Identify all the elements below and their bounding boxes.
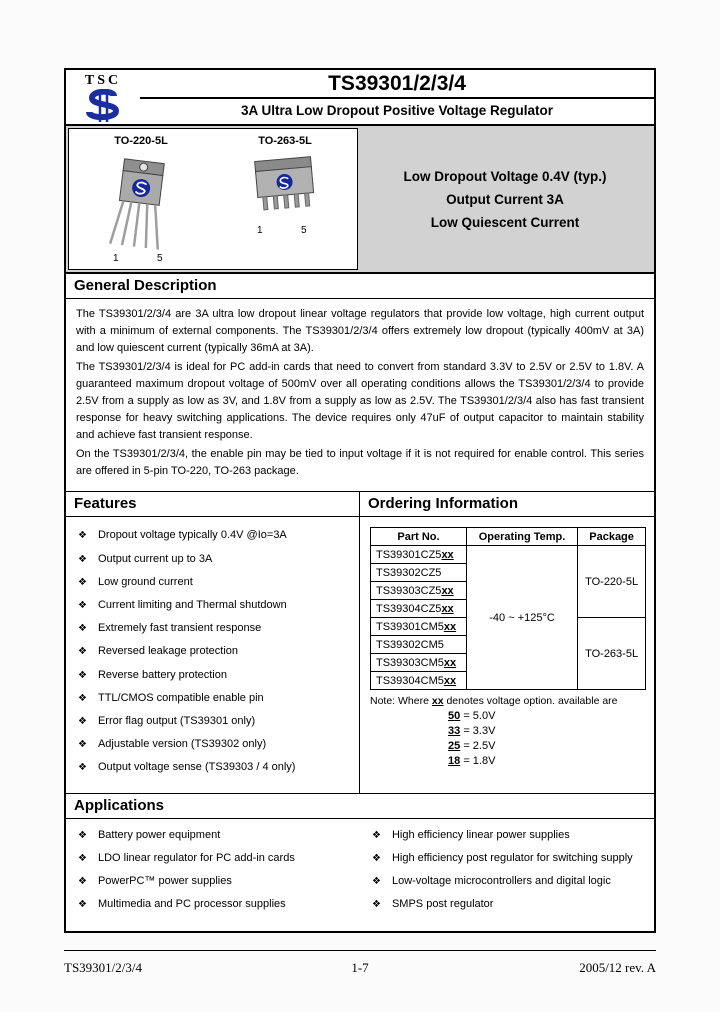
- footer-part-number: TS39301/2/3/4: [64, 960, 143, 975]
- header: [66, 70, 654, 126]
- list-item: [78, 692, 353, 705]
- list-item: [78, 645, 353, 658]
- diamond-bullet-icon: ❖: [78, 829, 87, 841]
- part-number-cell: TS39301CZ5xx: [371, 546, 467, 564]
- table-header-row: [371, 528, 646, 546]
- column-header-temp: Operating Temp.: [466, 528, 577, 546]
- features-ordering-body: [66, 517, 654, 793]
- list-item: [78, 599, 353, 612]
- list-item: [78, 761, 353, 774]
- highlight-dropout: Low Dropout Voltage 0.4V (typ.): [403, 168, 607, 184]
- voltage-option: 50 = 5.0V: [448, 710, 496, 723]
- feature-text: Output current up to 3A: [97, 552, 213, 565]
- description-paragraph: The TS39301/2/3/4 are 3A ultra low dropout linear voltage regulators that provide low voltage, high current output with a minimum of external components. The TS39301/2/3/4 offers extremely low dropout (typically 400mV at 3A) and low quiescent current (typically 36mA at 3A).: [76, 308, 644, 355]
- xx-token: xx: [431, 695, 444, 708]
- footer-page-number: 1-7: [351, 960, 369, 975]
- voltage-option-suffix: xx: [443, 620, 457, 633]
- diamond-bullet-icon: ❖: [78, 600, 87, 612]
- diamond-bullet-icon: ❖: [78, 899, 87, 911]
- list-item: [78, 553, 353, 566]
- footer-revision: 2005/12 rev. A: [579, 960, 656, 975]
- general-description-section: [66, 274, 654, 492]
- package-to263: [235, 135, 335, 269]
- voltage-option-suffix: xx: [441, 584, 454, 597]
- description-paragraph: The TS39301/2/3/4 is ideal for PC add-in cards that need to convert from standard 3.3V to 2.5V or 2.5V to 1.8V. A guaranteed maximum dropout voltage of 500mV over all operating conditions allows the TS39301/2/3/4 to provide 2.5V from a supply as low as 3V, and 1.8V from a supply as low as 2.5V. The TS39301/2/3/4 also has fast transient response for heavy switching applications. The device requires only 47uF of output capacitor to maintain stability and achieve fast transient response.: [76, 361, 644, 442]
- part-number-cell: TS39303CM5xx: [371, 654, 467, 672]
- voltage-option: 18 = 1.8V: [448, 755, 496, 768]
- highlight-quiescent: Low Quiescent Current: [430, 214, 580, 230]
- list-item: [78, 738, 353, 751]
- pin-1-label: 1: [257, 225, 263, 236]
- diamond-bullet-icon: ❖: [372, 899, 381, 911]
- page-title: TS39301/2/3/4: [328, 72, 466, 95]
- tsc-logo-text: TSC: [84, 73, 122, 88]
- package-to220-label: TO-220-5L: [114, 135, 168, 147]
- application-text: High efficiency post regulator for switching supply: [391, 851, 633, 864]
- part-number-cell: TS39302CZ5: [371, 564, 467, 582]
- diamond-bullet-icon: ❖: [78, 715, 87, 727]
- part-number-cell: TS39304CM5xx: [371, 672, 467, 690]
- to263-pin-labels: [235, 225, 335, 238]
- diamond-bullet-icon: ❖: [78, 623, 87, 635]
- diamond-bullet-icon: ❖: [78, 553, 87, 565]
- list-item: [78, 898, 360, 911]
- page-footer: [64, 950, 656, 976]
- application-text: Low-voltage microcontrollers and digital logic: [391, 874, 611, 887]
- column-header-package: Package: [578, 528, 646, 546]
- diamond-bullet-icon: ❖: [78, 692, 87, 704]
- list-item: [78, 715, 353, 728]
- list-item: [372, 898, 654, 911]
- part-number-cell: TS39304CZ5xx: [371, 600, 467, 618]
- list-item: [372, 852, 654, 865]
- package-images-card: [68, 128, 358, 270]
- application-text: High efficiency linear power supplies: [391, 828, 570, 841]
- diamond-bullet-icon: ❖: [78, 875, 87, 887]
- list-item: [78, 852, 360, 865]
- to220-pin-labels: [91, 253, 191, 266]
- diamond-bullet-icon: ❖: [78, 646, 87, 658]
- diamond-bullet-icon: ❖: [78, 530, 87, 542]
- voltage-option-suffix: xx: [441, 548, 454, 561]
- feature-text: Error flag output (TS39301 only): [97, 714, 256, 727]
- applications-right-column: [360, 829, 654, 922]
- feature-text: Reverse battery protection: [97, 668, 227, 681]
- operating-temp-cell: -40 ~ +125°C: [466, 546, 577, 690]
- application-text: PowerPC™ power supplies: [97, 874, 232, 887]
- list-item: [78, 622, 353, 635]
- voltage-option-suffix: xx: [441, 602, 454, 615]
- tsc-logo: [66, 70, 140, 124]
- list-item: [78, 875, 360, 888]
- diamond-bullet-icon: ❖: [78, 576, 87, 588]
- applications-left-column: [66, 829, 360, 922]
- pin-5-label: 5: [157, 253, 163, 264]
- page-subtitle: 3A Ultra Low Dropout Positive Voltage Regulator: [140, 97, 654, 123]
- application-text: LDO linear regulator for PC add-in cards: [97, 851, 295, 864]
- table-row: [371, 546, 646, 564]
- applications-body: [66, 819, 654, 932]
- to-220-package-image: [91, 149, 191, 253]
- list-item: [78, 529, 353, 542]
- applications-heading: Applications: [66, 794, 654, 819]
- features-list: [66, 517, 360, 792]
- highlight-output-current: Output Current 3A: [446, 191, 564, 207]
- feature-text: Dropout voltage typically 0.4V @Io=3A: [97, 529, 287, 542]
- part-number-cell: TS39302CM5: [371, 636, 467, 654]
- features-heading: Features: [66, 492, 360, 516]
- part-number-cell: TS39301CM5xx: [371, 618, 467, 636]
- tsc-logo-icon: [80, 89, 126, 123]
- list-item: [78, 669, 353, 682]
- feature-text: Low ground current: [97, 575, 193, 588]
- application-text: Battery power equipment: [97, 828, 221, 841]
- application-text: SMPS post regulator: [391, 898, 494, 911]
- feature-text: Reversed leakage protection: [97, 645, 238, 658]
- diamond-bullet-icon: ❖: [78, 739, 87, 751]
- document-frame: [64, 68, 656, 933]
- voltage-option-note: Note: Where xx denotes voltage option. available are: [370, 695, 618, 708]
- voltage-option-suffix: xx: [443, 674, 457, 687]
- feature-text: Current limiting and Thermal shutdown: [97, 599, 287, 612]
- feature-text: Output voltage sense (TS39303 / 4 only): [97, 761, 296, 774]
- voltage-option: 25 = 2.5V: [448, 740, 496, 753]
- key-highlights: [358, 128, 652, 270]
- diamond-bullet-icon: ❖: [372, 852, 381, 864]
- package-cell-to263: TO-263-5L: [578, 618, 646, 690]
- features-ordering-headings: [66, 492, 654, 517]
- list-item: [372, 875, 654, 888]
- package-band: [66, 126, 654, 274]
- diamond-bullet-icon: ❖: [78, 852, 87, 864]
- diamond-bullet-icon: ❖: [78, 669, 87, 681]
- application-text: Multimedia and PC processor supplies: [97, 898, 286, 911]
- list-item: [78, 829, 360, 842]
- list-item: [78, 576, 353, 589]
- pin-1-label: 1: [113, 253, 119, 264]
- ordering-information: [360, 517, 654, 792]
- general-description-body: [66, 299, 654, 491]
- general-description-heading: General Description: [66, 274, 654, 299]
- diamond-bullet-icon: ❖: [372, 875, 381, 887]
- package-to220: [91, 135, 191, 269]
- list-item: [372, 829, 654, 842]
- voltage-option: 33 = 3.3V: [448, 725, 496, 738]
- voltage-option-suffix: xx: [443, 656, 457, 669]
- description-paragraph: On the TS39301/2/3/4, the enable pin may be tied to input voltage if it is not required for enable control. This series are offered in 5-pin TO-220, TO-263 package.: [76, 448, 644, 478]
- part-number-cell: TS39303CZ5xx: [371, 582, 467, 600]
- applications-section: [66, 794, 654, 932]
- package-to263-label: TO-263-5L: [258, 135, 312, 147]
- package-cell-to220: TO-220-5L: [578, 546, 646, 618]
- title-area: [140, 70, 654, 124]
- feature-text: TTL/CMOS compatible enable pin: [97, 691, 264, 704]
- diamond-bullet-icon: ❖: [78, 762, 87, 774]
- ordering-table: [370, 527, 646, 690]
- to-263-package-image: [235, 149, 335, 225]
- ordering-heading: Ordering Information: [368, 495, 518, 513]
- feature-text: Adjustable version (TS39302 only): [97, 738, 267, 751]
- column-header-part: Part No.: [371, 528, 467, 546]
- diamond-bullet-icon: ❖: [372, 829, 381, 841]
- pin-5-label: 5: [301, 225, 307, 236]
- feature-text: Extremely fast transient response: [97, 622, 262, 635]
